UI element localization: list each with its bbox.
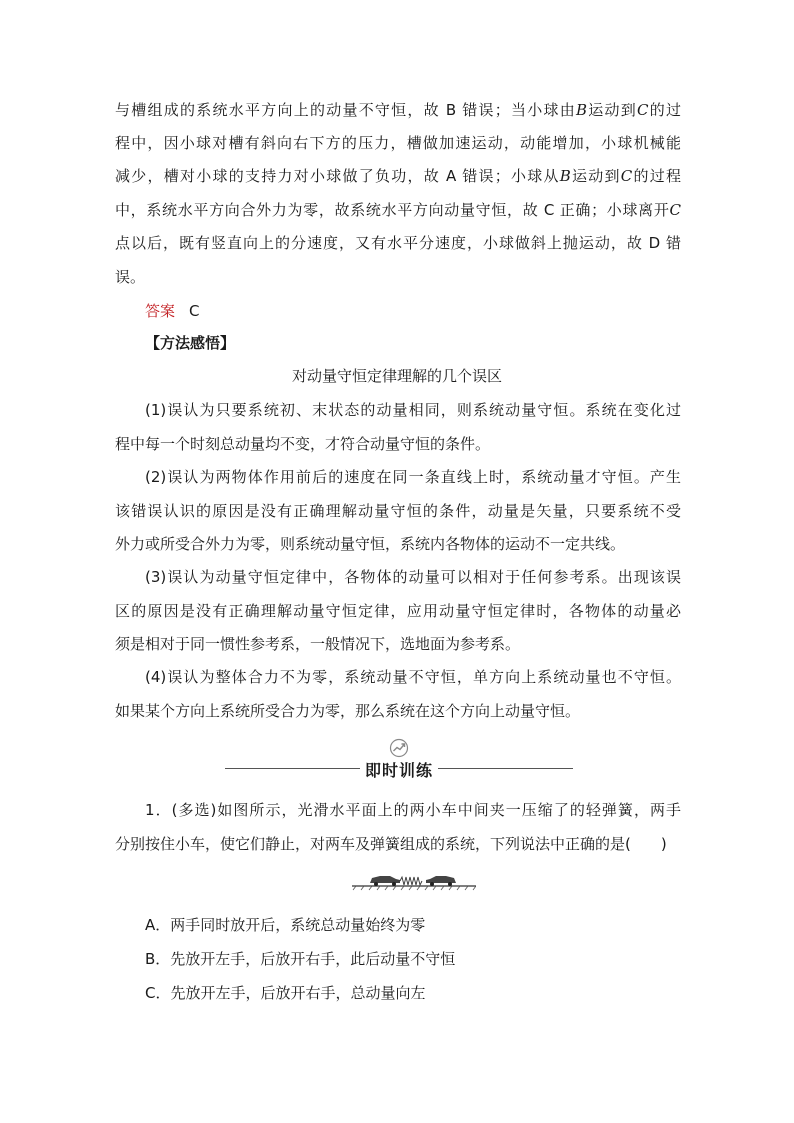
text-segment: 与槽组成的系统水平方向上的动量不守恒，故 B 错误；当小球由 — [115, 101, 576, 119]
point4-line-1: (4)误认为整体合力不为零，系统动量不守恒，单方向上系统动量也不守恒。 — [145, 668, 681, 686]
option-c: C．先放开左手，后放开右手，总动量向左 — [145, 984, 426, 1002]
text-segment: 中，系统水平方向合外力为零，故系统水平方向动量守恒，故 C 正确；小球离开 — [115, 201, 670, 219]
point1-line-2: 程中每一个时刻总动量均不变，才符合动量守恒的条件。 — [115, 435, 491, 453]
method-tag: 【方法感悟】 — [145, 334, 236, 352]
text-segment: 运动到 — [570, 167, 621, 185]
var-c: C — [636, 101, 649, 119]
option-b: B．先放开左手，后放开右手，此后动量不守恒 — [145, 950, 456, 968]
text-segment: 减少，槽对小球的支持力对小球做了负功，故 A 错误；小球从 — [115, 167, 560, 185]
point2-line-1: (2)误认为两物体作用前后的速度在同一条直线上时，系统动量才守恒。产生 — [145, 468, 681, 486]
text-segment: 运动到 — [587, 101, 637, 119]
paragraph1-line-4 — [115, 200, 681, 220]
point2-line-3: 外力或所受合外力为零，则系统动量守恒，系统内各物体的运动不一定共线。 — [115, 535, 626, 553]
paragraph1-line-5 — [115, 233, 681, 253]
answer-row — [145, 301, 214, 321]
var-c: C — [669, 201, 681, 219]
paragraph1-line-6 — [115, 267, 681, 287]
paragraph1-line-3 — [115, 166, 681, 186]
point3-line-1: (3)误认为动量守恒定律中，各物体的动量可以相对于任何参考系。出现该误 — [145, 568, 681, 586]
section-title: 即时训练 — [364, 761, 433, 780]
answer-value: C — [189, 302, 200, 320]
text-segment: 程中，因小球对槽有斜向右下方的压力，槽做加速运动，动能增加，小球机械能 — [115, 134, 681, 152]
answer-label: 答案 — [145, 302, 176, 320]
trend-badge-icon — [389, 738, 409, 758]
var-b: B — [575, 101, 587, 119]
point1-line-1: (1)误认为只要系统初、末状态的动量相同，则系统动量守恒。系统在变化过 — [145, 401, 681, 419]
option-a: A．两手同时放开后，系统总动量始终为零 — [145, 916, 426, 934]
point3-line-3: 须是相对于同一惯性参考系，一般情况下，选地面为参考系。 — [115, 635, 521, 653]
question-line-2: 分别按住小车，使它们静止，对两车及弹簧组成的系统，下列说法中正确的是( ) — [115, 835, 667, 853]
text-segment: 的过程 — [632, 167, 681, 185]
point4-line-2: 如果某个方向上系统所受合力为零，那么系统在这个方向上动量守恒。 — [115, 702, 581, 720]
carts-spring-figure-icon — [352, 872, 476, 892]
text-segment: 的过 — [648, 101, 681, 119]
var-b: B — [559, 167, 571, 185]
text-segment: 点以后，既有竖直向上的分速度，又有水平分速度，小球做斜上抛运动，故 D 错 — [115, 234, 681, 252]
paragraph1-line-2 — [115, 133, 681, 153]
section-heading — [225, 738, 573, 778]
var-c: C — [620, 167, 633, 185]
method-title: 对动量守恒定律理解的几个误区 — [291, 367, 502, 385]
paragraph1-line-1 — [115, 100, 681, 120]
point3-line-2: 区的原因是没有正确理解动量守恒定律，应用动量守恒定律时，各物体的动量必 — [115, 602, 681, 620]
question-line-1: 1．(多选)如图所示，光滑水平面上的两小车中间夹一压缩了的轻弹簧，两手 — [145, 801, 681, 819]
text-segment: 误。 — [115, 268, 146, 286]
point2-line-2: 该错误认识的原因是没有正确理解动量守恒的条件，动量是矢量，只要系统不受 — [115, 502, 681, 520]
